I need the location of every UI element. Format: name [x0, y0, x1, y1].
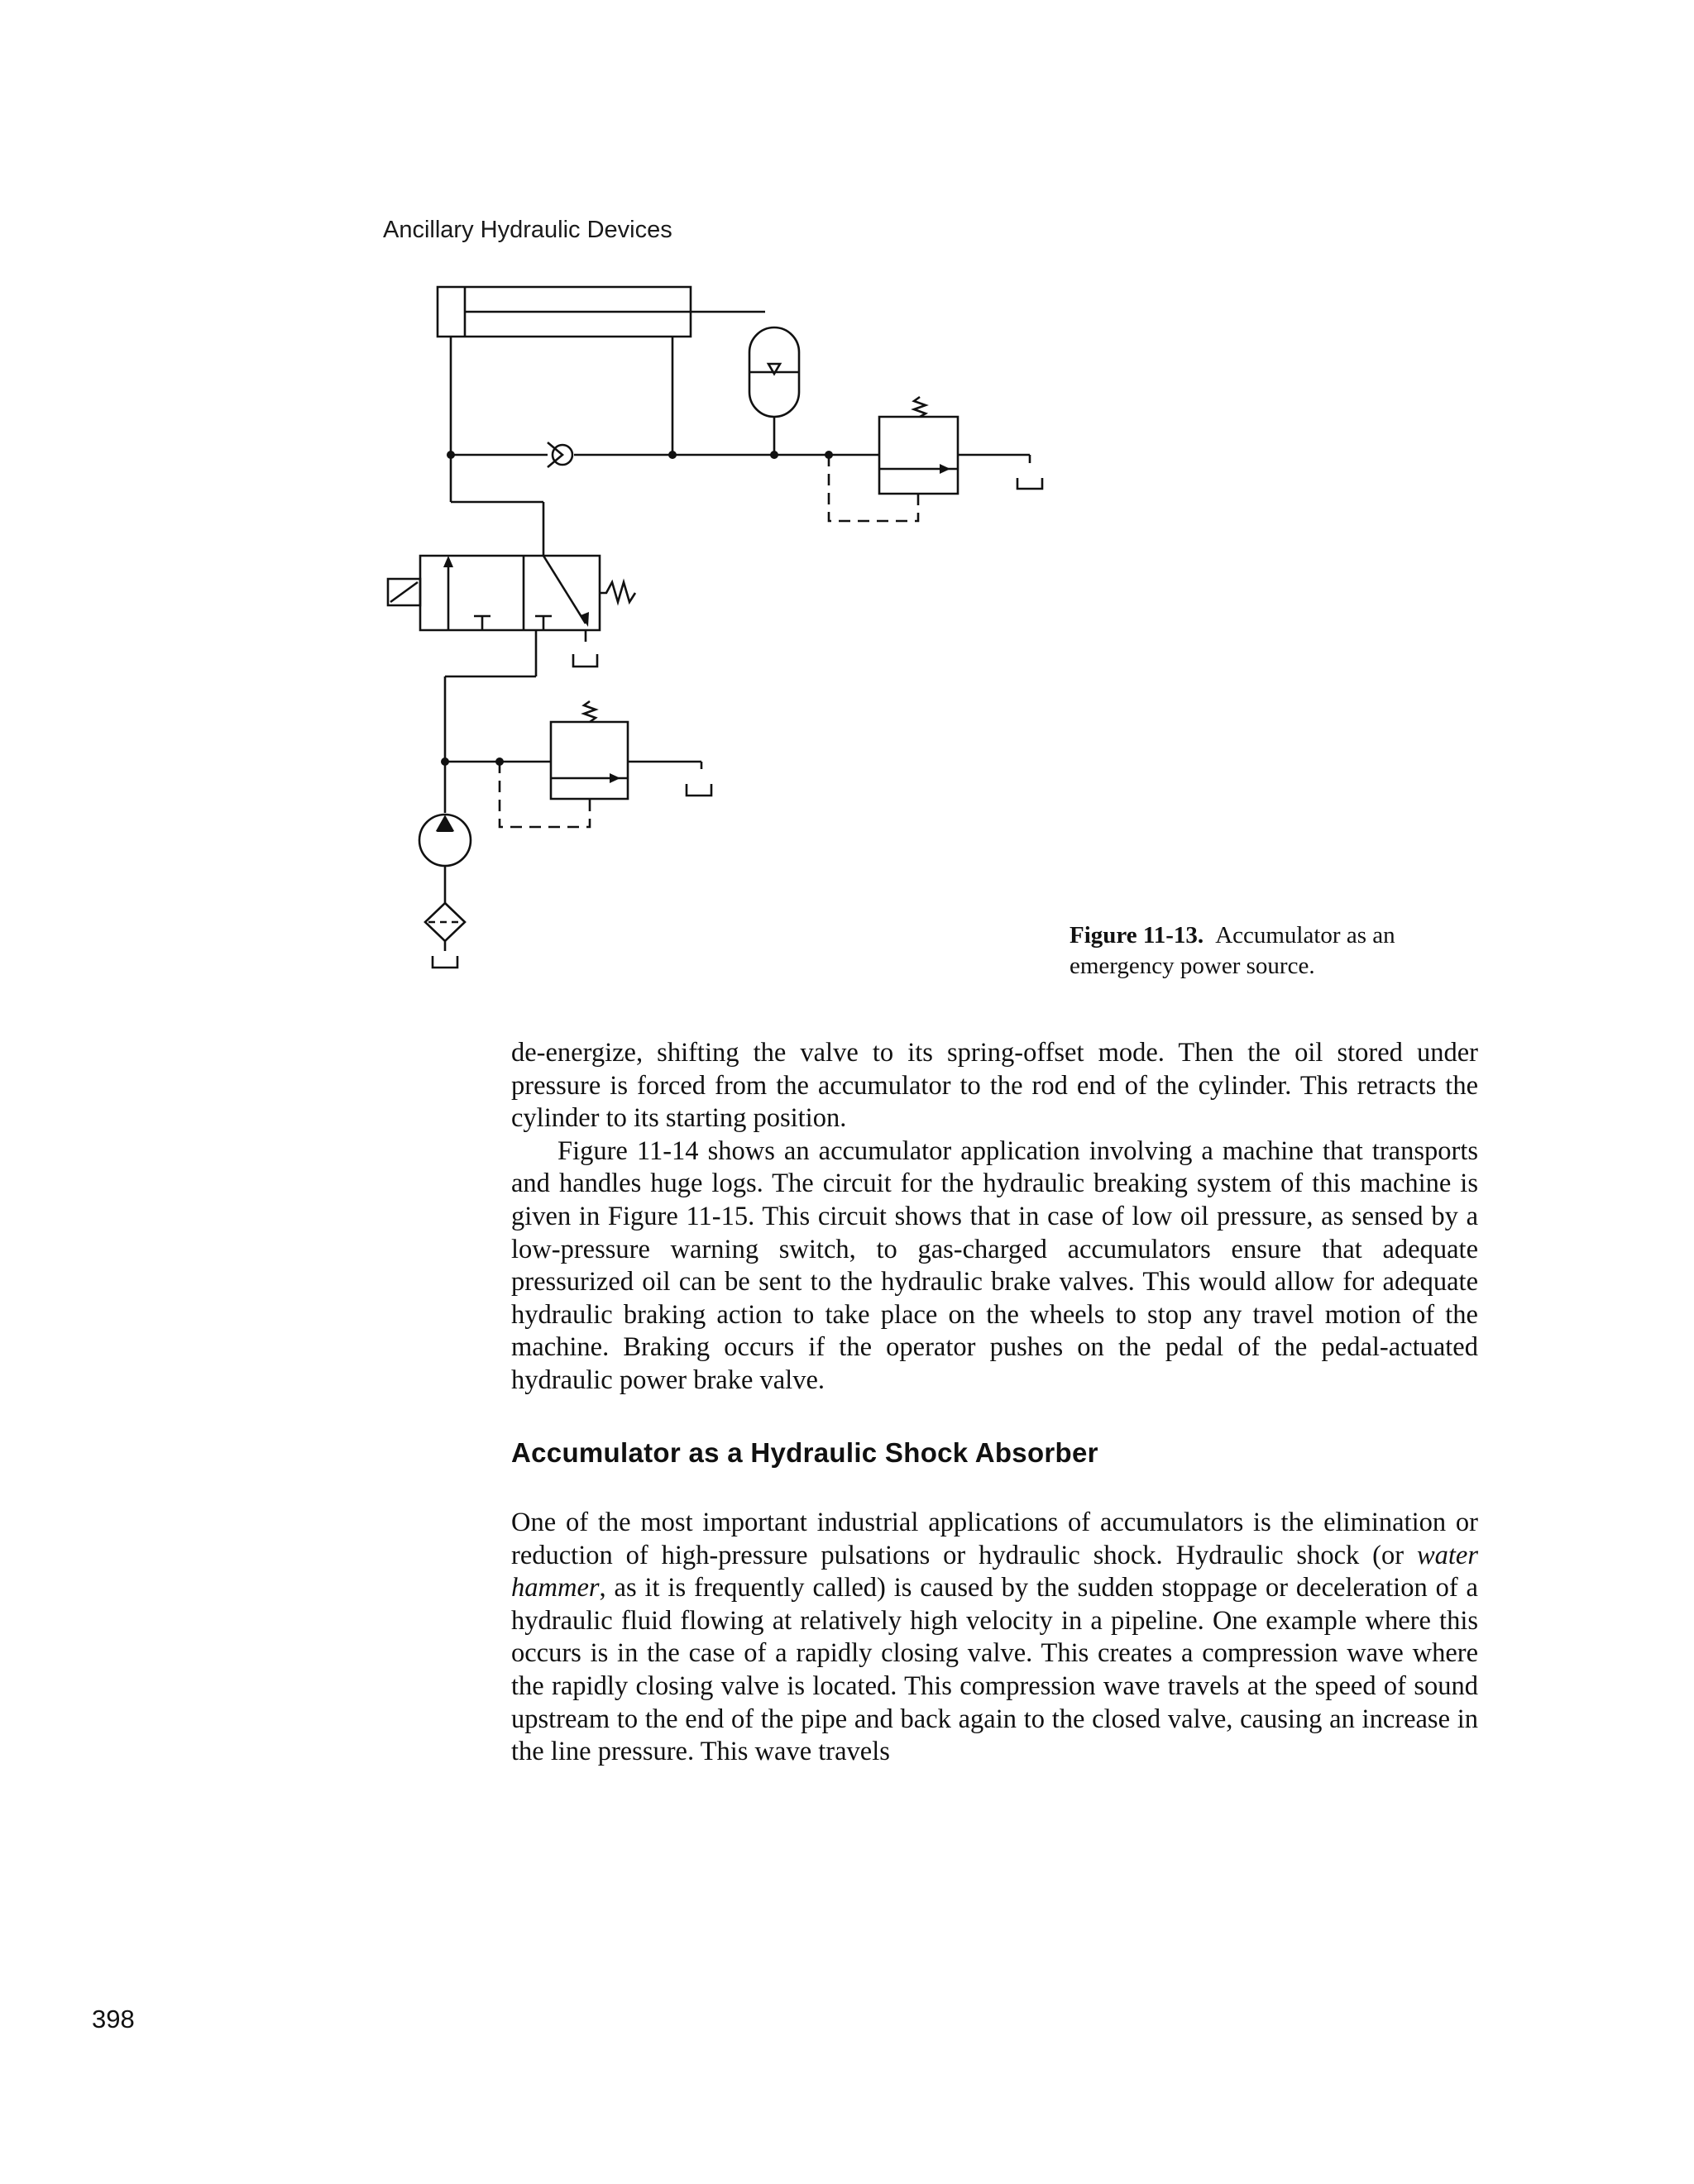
paragraph-text: One of the most important industrial applications of accumulators is the elimination or reduction of high-pressure pulsations or hydraulic shock. Hydraulic shock (or: [511, 1508, 1478, 1570]
emphasized-term: water hammer: [511, 1540, 1478, 1603]
hydraulic-circuit-diagram: [0, 0, 1694, 992]
filter-symbol: [425, 903, 465, 968]
running-head: Ancillary Hydraulic Devices: [383, 217, 672, 243]
relief-valve-upper: [879, 397, 1030, 494]
check-valve-symbol: [548, 442, 572, 467]
figure-label: Figure 11-13.: [1070, 922, 1204, 949]
accumulator-symbol: [749, 327, 799, 455]
paragraph: Figure 11-14 shows an accumulator application involving a machine that transports and handles huge logs. The circuit for the hydraulic breaking system of this machine is given in Figure 11-15. This circuit shows that in case of low oil pressure, as sensed by a low-pressure warning switch, to gas-charged accumulators ensure that adequate pressurized oil can be sent to the hydraulic brake valves. This would allow for adequate hydraulic braking action to take place on the wheels to stop any travel motion of the machine. Braking occurs if the operator pushes on the pedal of the pedal-actuated hydraulic power brake valve.: [511, 1135, 1478, 1395]
directional-control-valve-symbol: [388, 556, 635, 667]
body-text-lower: [511, 1507, 1478, 1769]
figure-caption: [1070, 920, 1450, 982]
paragraph: [511, 1507, 1478, 1769]
relief-valve-lower: [445, 701, 711, 827]
page-number: 398: [92, 2005, 135, 2033]
paragraph-text: , as it is frequently called) is caused by the sudden stoppage or deceleration of a hydraulic fluid flowing at relatively high velocity in a pipeline. One example where this occurs is in the case of a rapidly closing valve. This creates a compression wave where the rapidly closing valve is located. This compression wave travels at the speed of sound upstream to the end of the pipe and back again to the closed valve, causing an increase in the line pressure. This wave travels: [511, 1573, 1478, 1767]
figure-caption-text: Accumulator as an emergency power source.: [1070, 922, 1395, 979]
paragraph: de-energize, shifting the valve to its spring-offset mode. Then the oil stored under pressure is forced from the accumulator to the rod end of the cylinder. This retracts the cylinder to its starting position.: [511, 1038, 1478, 1134]
body-text-upper: [511, 1037, 1478, 1398]
cylinder-symbol: [438, 287, 765, 337]
section-heading: Accumulator as a Hydraulic Shock Absorber: [511, 1437, 1098, 1468]
